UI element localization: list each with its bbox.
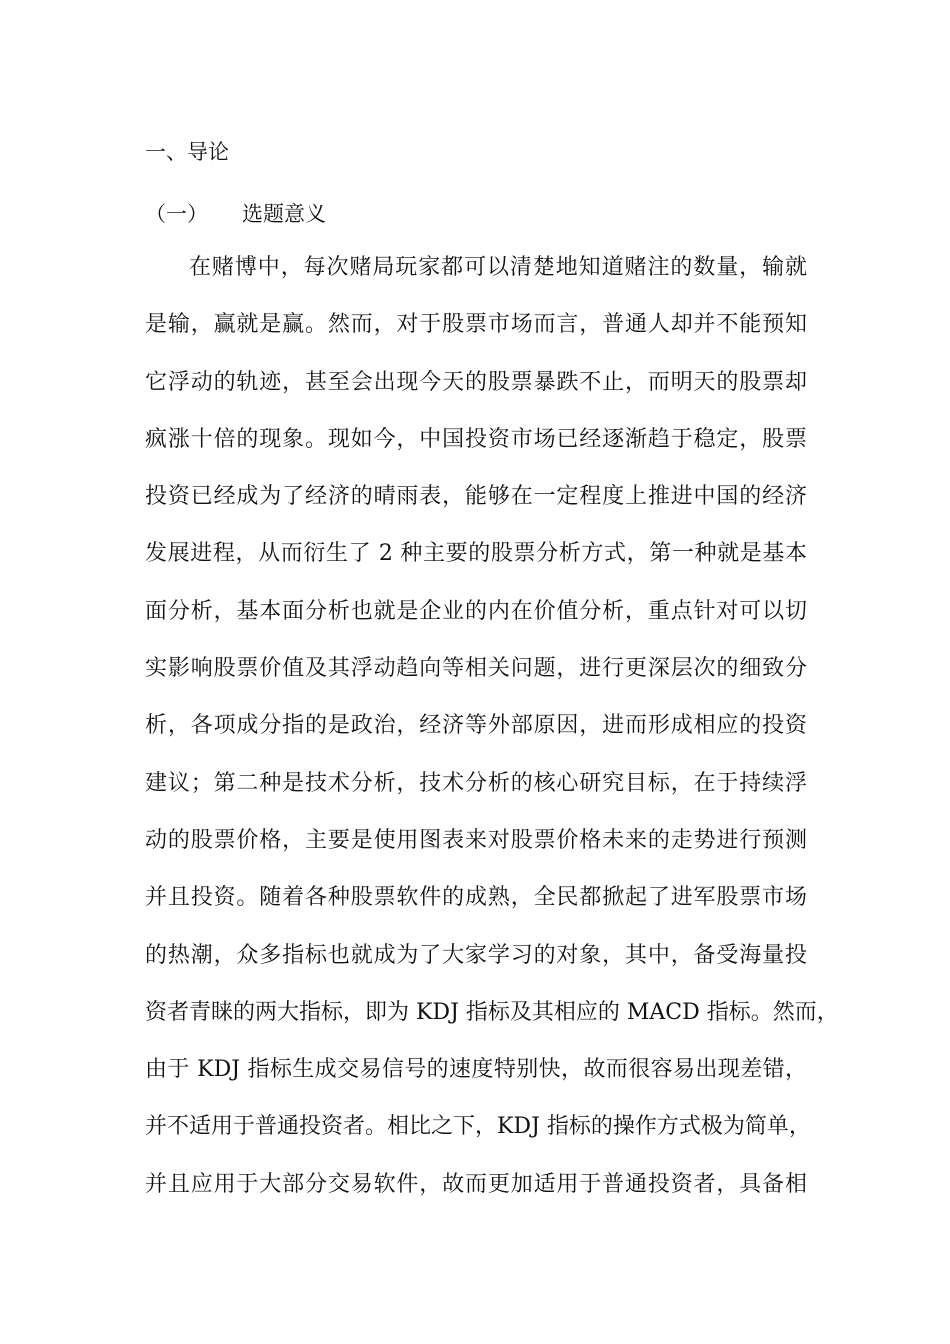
text-line: 并且应用于大部分交易软件，故而更加适用于普通投资者，具备相 [145, 1171, 807, 1197]
text-line: 由于 KDJ 指标生成交易信号的速度特别快，故而很容易出现差错， [145, 1057, 807, 1083]
body-paragraph [145, 252, 839, 1226]
text-line: 并不适用于普通投资者。相比之下，KDJ 指标的操作方式极为简单， [145, 1114, 811, 1140]
text-line: 建议；第二种是技术分析，技术分析的核心研究目标，在于持续浮 [145, 770, 807, 796]
text-line: 投资已经成为了经济的晴雨表，能够在一定程度上推进中国的经济 [145, 484, 807, 510]
text-line: 面分析，基本面分析也就是企业的内在价值分析，重点针对可以切 [145, 598, 807, 624]
text-line: 是输，赢就是赢。然而，对于股票市场而言，普通人却并不能预知 [145, 312, 807, 338]
subsection-heading [145, 198, 326, 230]
section-title: 一、导论 [145, 140, 229, 164]
subsection-title: 选题意义 [242, 202, 326, 226]
text-line: 析，各项成分指的是政治，经济等外部原因，进而形成相应的投资 [145, 713, 807, 739]
text-line: 并且投资。随着各种股票软件的成熟，全民都掀起了进军股票市场 [145, 885, 807, 911]
text-line: 发展进程，从而衍生了 2 种主要的股票分析方式，第一种就是基本 [145, 541, 807, 567]
text-line: 动的股票价格，主要是使用图表来对股票价格未来的走势进行预测 [145, 827, 807, 853]
text-line: 疯涨十倍的现象。现如今，中国投资市场已经逐渐趋于稳定，股票 [145, 426, 807, 452]
text-line: 的热潮，众多指标也就成为了大家学习的对象，其中，备受海量投 [145, 942, 807, 968]
subsection-number: （一） [145, 202, 208, 226]
text-line: 它浮动的轨迹，甚至会出现今天的股票暴跌不止，而明天的股票却 [145, 369, 807, 395]
text-line: 实影响股票价值及其浮动趋向等相关问题，进行更深层次的细致分 [145, 656, 807, 682]
text-line: 在赌博中，每次赌局玩家都可以清楚地知道赌注的数量，输就 [189, 255, 807, 280]
text-line: 资者青睐的两大指标，即为 KDJ 指标及其相应的 MACD 指标。然而， [145, 999, 839, 1025]
